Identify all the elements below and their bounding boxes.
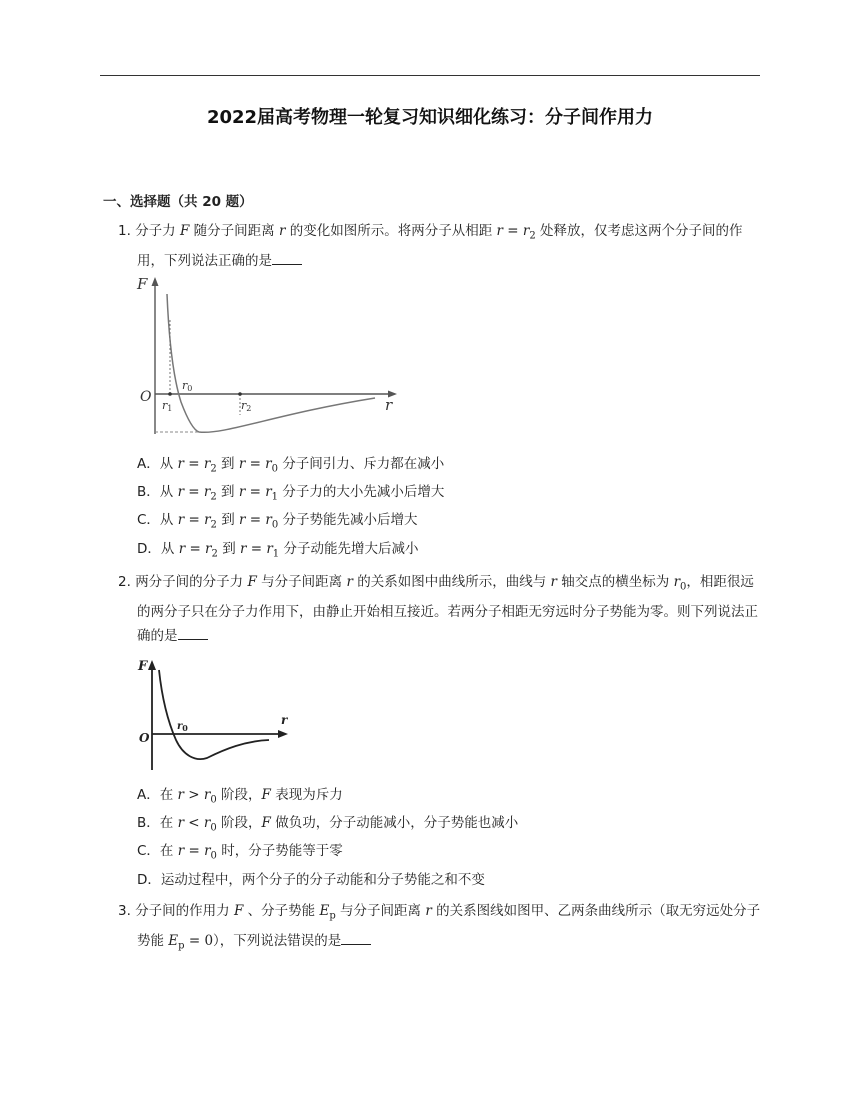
option-b[interactable]: B．从 $r = r_2$ 到 $r = r_1$ 分子力的大小先减小后增大 [137, 484, 445, 503]
question-number: 2. [118, 574, 131, 590]
axis-label-F: F [138, 659, 148, 674]
answer-blank[interactable] [178, 626, 208, 640]
q1-options [137, 453, 444, 566]
label-r1: r1 [162, 399, 173, 413]
axis-label-r: r [281, 713, 288, 727]
option-b[interactable]: B．在 $r < r_0$ 阶段，F 做负功，分子动能减小，分子势能也减小 [137, 815, 519, 834]
option-c[interactable]: C．从 $r = r_2$ 到 $r = r_0$ 分子势能先减小后增大 [137, 512, 418, 532]
label-r0: r0 [182, 379, 193, 393]
section-heading: 一、选择题（共 20 题） [103, 194, 253, 210]
q2-options [137, 784, 518, 891]
option-a[interactable]: A．在 $r > r_0$ 阶段，F 表现为斥力 [137, 787, 343, 806]
axis-label-F: F [137, 275, 148, 293]
document-title: 2022届高考物理一轮复习知识细化练习：分子间作用力 [206, 107, 654, 128]
option-d[interactable]: D．运动过程中，两个分子的分子动能和分子势能之和不变 [137, 871, 485, 888]
question-2: 2. 两分子间的分子力 F 与分子间距离 r 的关系如图中曲线所示，曲线与 r 轴交点的横坐标为 $r_0$，相距很远的两分子只在分子力作用下，由静止开始相互接近。若两分子相距无穷远时分子势能为零。则下列说法正确的是 [118, 574, 758, 644]
option-c[interactable]: C．在 $r = r_0$ 时，分子势能等于零 [137, 843, 343, 863]
answer-blank[interactable] [341, 931, 371, 945]
label-r0: $r_0$ [177, 721, 188, 733]
axis-label-r: r [385, 396, 393, 414]
figure-q2-force-curve [135, 654, 295, 774]
figure-q1-force-curve [135, 272, 405, 442]
question-3: 3. 分子间的作用力 F 、分子势能 $E_p$ 与分子间距离 r 的关系图线如图甲、乙两条曲线所示（取无穷远处分子势能 $E_p = 0$），下列说法错误的是 [118, 903, 761, 952]
top-rule [100, 75, 760, 76]
origin-label: O [140, 389, 152, 405]
option-a[interactable]: A．从 $r = r_2$ 到 $r = r_0$ 分子间引力、斥力都在减小 [137, 456, 445, 475]
option-d[interactable]: D．从 $r = r_2$ 到 $r = r_1$ 分子动能先增大后减小 [137, 540, 419, 560]
origin-label: O [139, 731, 150, 745]
question-number: 3. [118, 903, 131, 919]
question-number: 1. [118, 223, 131, 239]
question-1: 1. 分子力 F 随分子间距离 r 的变化如图所示。将两分子从相距 $r = r_2$ 处释放，仅考虑这两个分子间的作用，下列说法正确的是 [118, 223, 743, 269]
answer-blank[interactable] [272, 251, 302, 265]
label-r2: r2 [241, 399, 252, 413]
